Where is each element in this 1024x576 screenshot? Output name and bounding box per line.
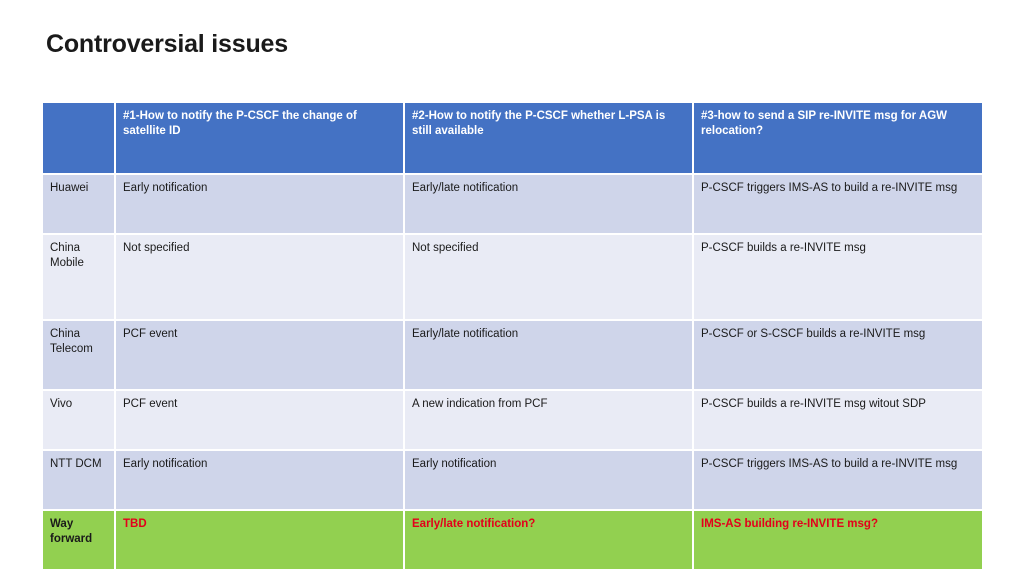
slide-title: Controversial issues	[46, 30, 288, 58]
table-cell: Early/late notification?	[404, 510, 693, 570]
table-cell: Early/late notification	[404, 320, 693, 390]
issues-table	[41, 101, 984, 571]
table-row	[42, 174, 983, 234]
table-row	[42, 320, 983, 390]
table-header-row	[42, 102, 983, 174]
table-cell: Not specified	[115, 234, 404, 320]
company-cell: China Telecom	[42, 320, 115, 390]
table-cell: Not specified	[404, 234, 693, 320]
table-cell: Early/late notification	[404, 174, 693, 234]
table-cell: P-CSCF builds a re-INVITE msg	[693, 234, 983, 320]
company-cell: Vivo	[42, 390, 115, 450]
table-cell: IMS-AS building re-INVITE msg?	[693, 510, 983, 570]
table-row	[42, 390, 983, 450]
header-cell-issue-3: #3-how to send a SIP re-INVITE msg for AGW relocation?	[693, 102, 983, 174]
header-cell-issue-2: #2-How to notify the P-CSCF whether L-PSA is still available	[404, 102, 693, 174]
table-row	[42, 234, 983, 320]
way-forward-row	[42, 510, 983, 570]
table-cell: PCF event	[115, 320, 404, 390]
company-cell: Way forward	[42, 510, 115, 570]
table-cell: Early notification	[115, 450, 404, 510]
table-cell: PCF event	[115, 390, 404, 450]
table-cell: P-CSCF triggers IMS-AS to build a re-INVITE msg	[693, 174, 983, 234]
header-cell-issue-1: #1-How to notify the P-CSCF the change of satellite ID	[115, 102, 404, 174]
table-row	[42, 450, 983, 510]
table-cell: Early notification	[115, 174, 404, 234]
table-cell: A new indication from PCF	[404, 390, 693, 450]
table-cell: TBD	[115, 510, 404, 570]
table-cell: P-CSCF triggers IMS-AS to build a re-INVITE msg	[693, 450, 983, 510]
header-cell-empty	[42, 102, 115, 174]
company-cell: China Mobile	[42, 234, 115, 320]
company-cell: Huawei	[42, 174, 115, 234]
company-cell: NTT DCM	[42, 450, 115, 510]
table-cell: P-CSCF or S-CSCF builds a re-INVITE msg	[693, 320, 983, 390]
table-cell: Early notification	[404, 450, 693, 510]
table-cell: P-CSCF builds a re-INVITE msg witout SDP	[693, 390, 983, 450]
